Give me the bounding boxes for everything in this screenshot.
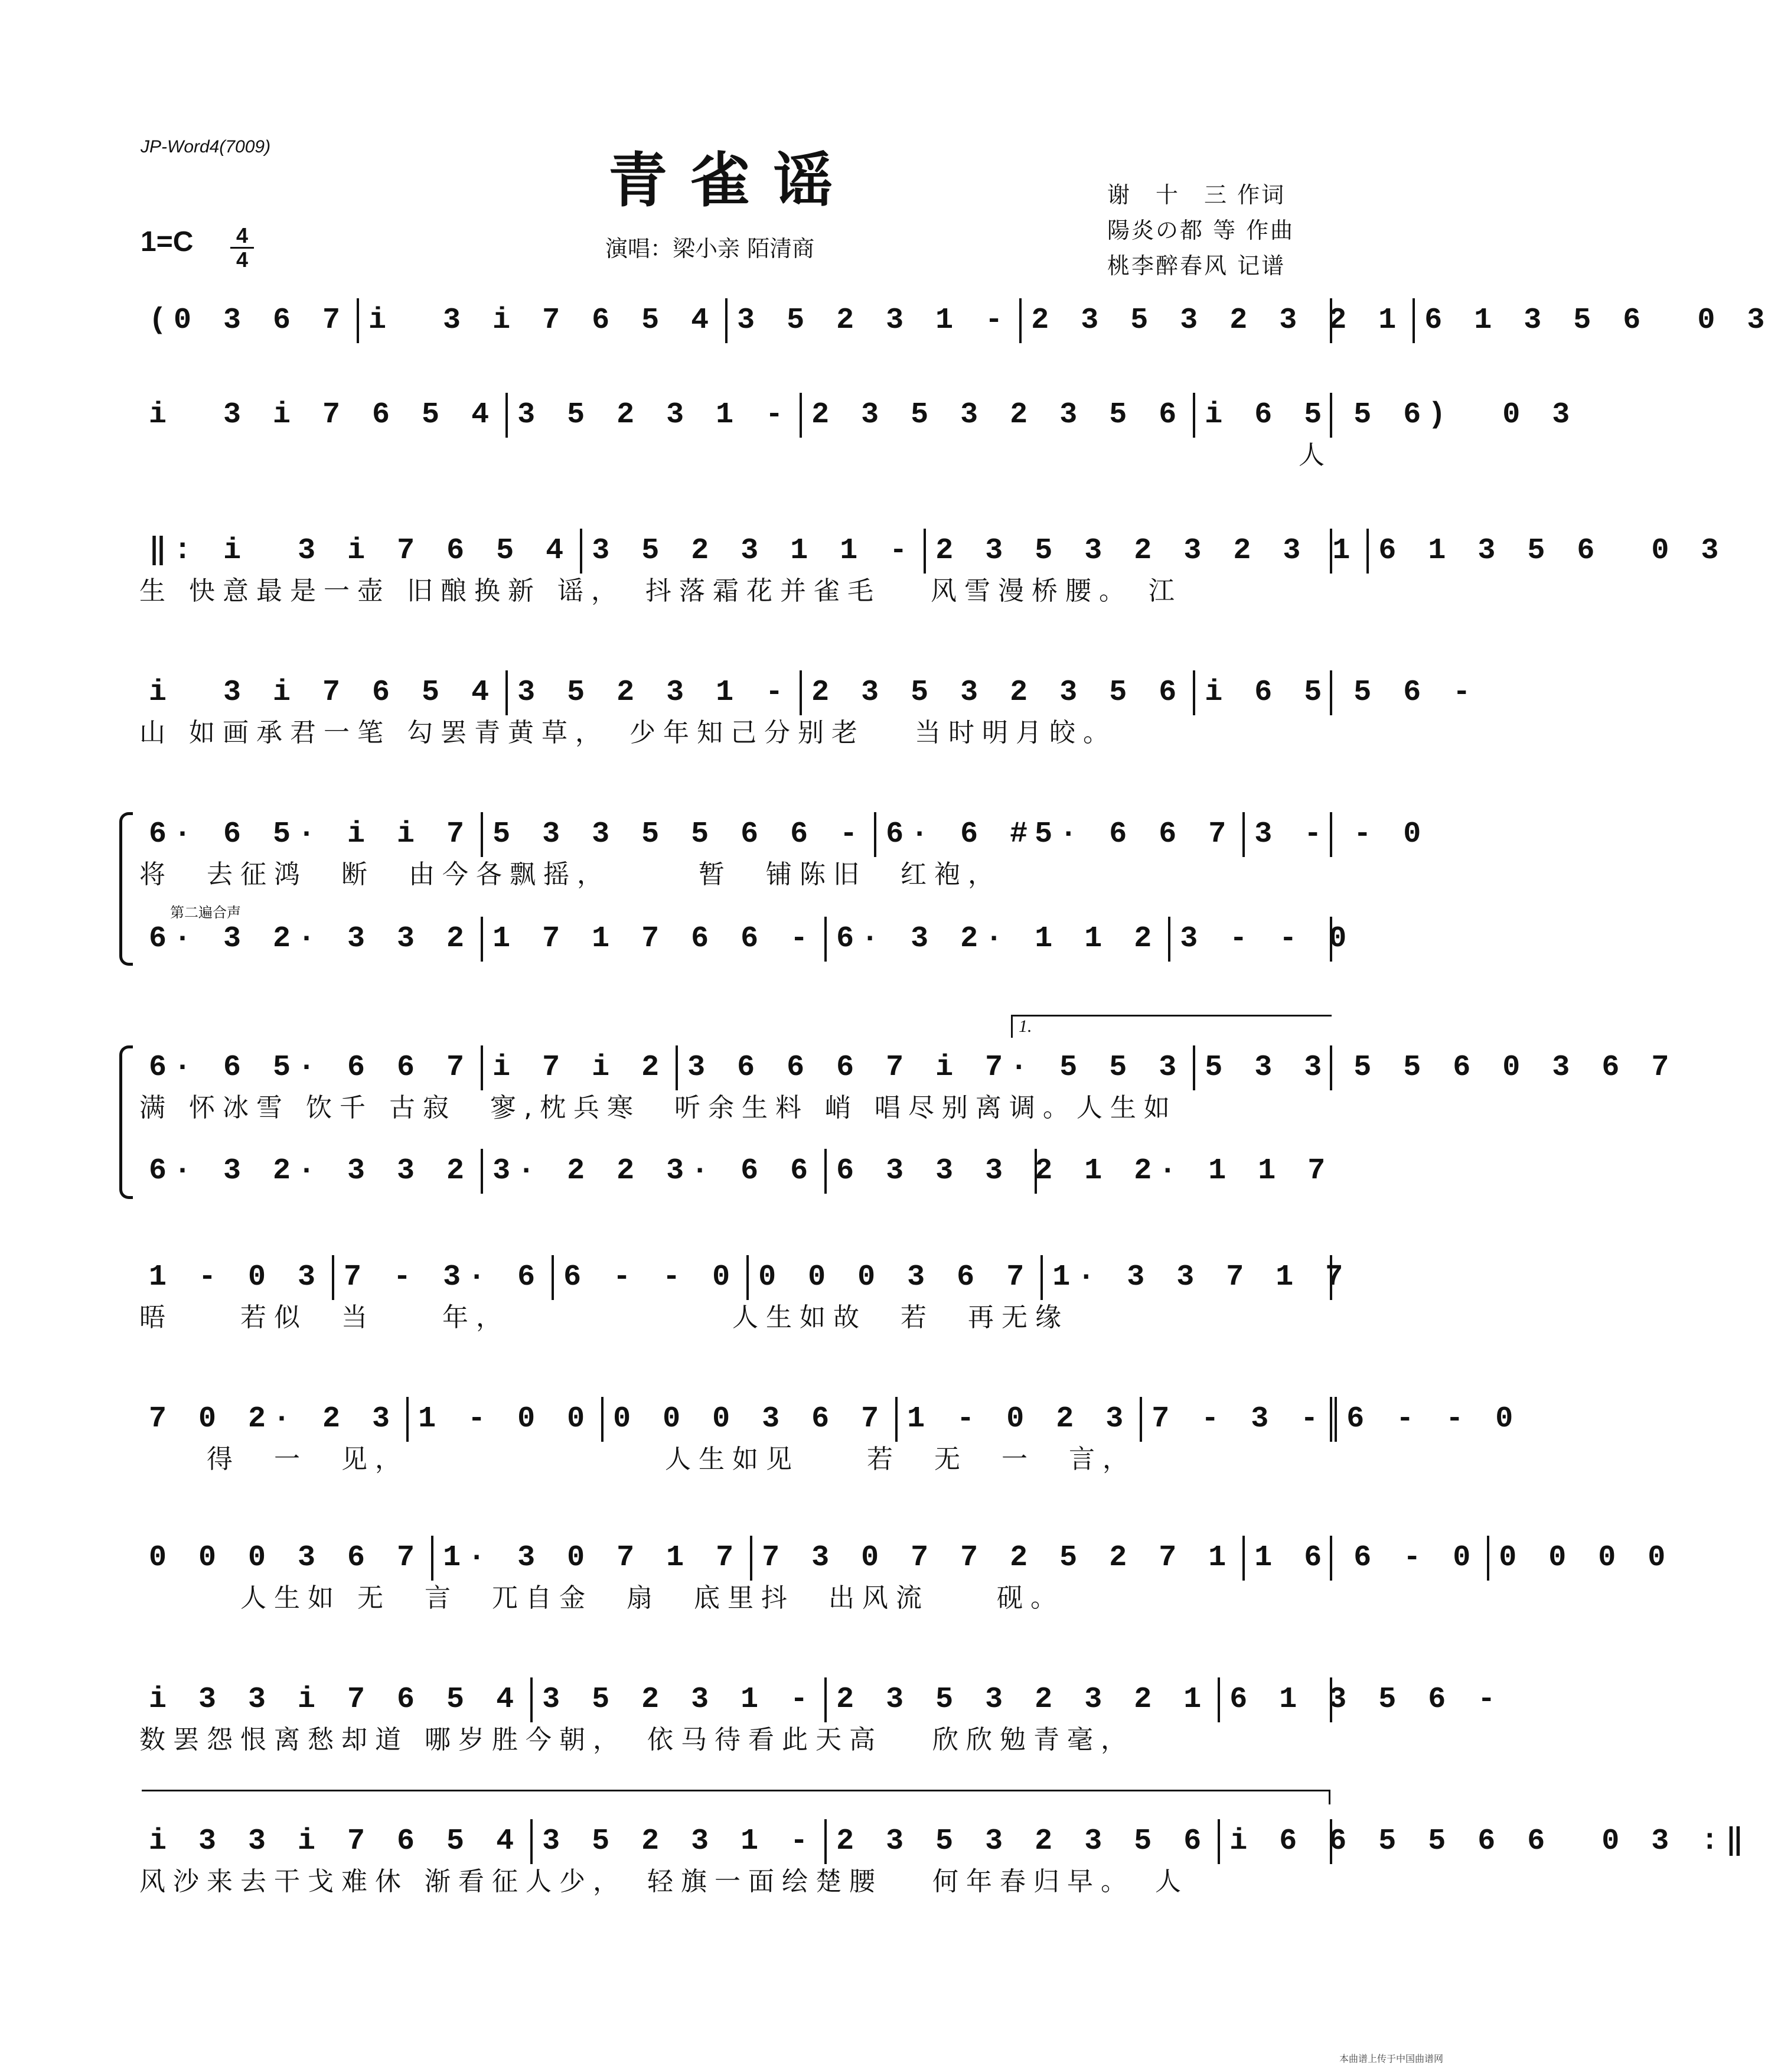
measure [824, 1677, 1218, 1722]
measure-notes: 2 3 5 3 2 3 5 6 [811, 676, 1184, 709]
measure [139, 1045, 481, 1090]
lyric-line: 得 一 见， 人生如见 若 无 一 言， [139, 1444, 1136, 1474]
measure-notes: 7 - 3 - [1152, 1402, 1326, 1436]
ending-bracket-line [142, 1790, 1330, 1804]
measure [481, 1045, 676, 1090]
measure [481, 1149, 824, 1194]
lyricist-credit: 谢 十 三 作词 [1107, 182, 1286, 208]
measure-notes: 3 5 2 3 1 - [542, 1683, 816, 1716]
measure-notes: 1 - 0 2 3 [907, 1402, 1131, 1436]
transcriber-credit: 桃李醉春风 记谱 [1107, 253, 1286, 279]
measure [139, 1397, 406, 1442]
measure-notes: 7 0 2· 2 3 [149, 1402, 397, 1436]
measure [1335, 1397, 1529, 1442]
measure-notes: i 7 i 2 [492, 1051, 667, 1084]
measure [1193, 1045, 1685, 1090]
measure [824, 1819, 1218, 1864]
measure [1140, 1397, 1335, 1442]
measure [1366, 529, 1735, 574]
measure-notes: 3 5 2 3 1 - [517, 398, 791, 432]
singer-credit: 演唱：梁小亲 陌清商 [605, 236, 815, 262]
score-system-10 [139, 1397, 1521, 1477]
score-system-7 [139, 1045, 1676, 1126]
lyric-line: 满 怀冰雪 饮千 古寂 寥,枕兵寒 听余生料 峭 唱尽别离调。人生如 [139, 1093, 1177, 1123]
measure-notes: 3 5 2 3 1 - [542, 1825, 816, 1858]
measure-notes: i 6 5 5 6) 0 3 [1205, 398, 1577, 432]
measure-notes: i 3 3 i 7 6 5 4 [149, 1825, 521, 1858]
measure-notes: 1 - 0 3 [149, 1260, 323, 1294]
measure [139, 1149, 481, 1194]
score-system-8 [139, 1149, 1333, 1194]
measure [1193, 393, 1586, 438]
lyric-line: 风沙来去干戈难休 渐看征人少， 轻旗一面绘楚腰 何年春归早。 人 [139, 1866, 1189, 1897]
measure [676, 1045, 1193, 1090]
measure [750, 1536, 1242, 1581]
measure [874, 812, 1242, 857]
measure [139, 529, 580, 574]
second-pass-harmony-label: 第二遍合声 [170, 904, 241, 921]
measure-notes: 6 1 3 5 6 0 3 [1378, 534, 1726, 568]
measure-notes: 6 - - 0 [1346, 1402, 1521, 1436]
lyric-line: 山 如画承君一笔 勾罢青黄草， 少年知己分别老 当时明月皎。 [139, 718, 1117, 748]
measure-notes: 6· 6 #5· 6 6 7 [886, 817, 1234, 851]
measure [481, 812, 874, 857]
staff-brace [119, 812, 133, 966]
measure [139, 670, 505, 715]
measure [1413, 298, 1781, 343]
measure-notes: 2 3 5 3 2 3 5 6 [811, 398, 1184, 432]
measure [1019, 298, 1413, 343]
measure [1242, 812, 1437, 857]
song-title: 青雀谣 [608, 145, 856, 215]
measure [139, 917, 481, 962]
measure-notes: 3 5 2 3 1 - [737, 304, 1010, 337]
measure [824, 917, 1168, 962]
measure-notes: 1 7 1 7 6 6 - [492, 922, 816, 956]
measure-notes: 3 6 6 6 7 i 7· 5 5 3 [687, 1051, 1184, 1084]
measure [1218, 1677, 1512, 1722]
measure-notes: 6 1 3 5 6 0 3 [1424, 304, 1772, 337]
lyric-line: 人 [1299, 440, 1332, 470]
measure [481, 917, 824, 962]
measure-notes: 0 0 0 3 6 7 [758, 1260, 1032, 1294]
score-system-4 [139, 670, 1478, 751]
measure-notes: 6 1 3 5 6 - [1229, 1683, 1503, 1716]
first-ending-label: 1. [1019, 1017, 1032, 1036]
score-system-13 [139, 1819, 1751, 1900]
measure [580, 529, 924, 574]
measure [1487, 1536, 1682, 1581]
measure-notes: 5 3 3 5 5 6 0 3 6 7 [1205, 1051, 1676, 1084]
measure [505, 670, 800, 715]
measure-notes: 6· 3 2· 3 3 2 [149, 1154, 472, 1188]
measure [139, 1819, 530, 1864]
measure [332, 1255, 552, 1300]
measure-notes: 1· 3 0 7 1 7 [443, 1541, 741, 1575]
measure [357, 298, 725, 343]
measure [725, 298, 1019, 343]
measure [924, 529, 1366, 574]
measure [431, 1536, 750, 1581]
measure [800, 393, 1193, 438]
staff-brace [119, 1045, 133, 1199]
lyric-line: 数罢怨恨离愁却道 哪岁胜今朝， 依马待看此天高 欣欣勉青毫， [139, 1725, 1134, 1755]
measure-notes: (0 3 6 7 [149, 304, 348, 337]
measure [505, 393, 800, 438]
measure [1193, 670, 1487, 715]
score-system-3 [139, 529, 1726, 609]
measure-notes: 2 3 5 3 2 3 5 6 [836, 1825, 1209, 1858]
measure [824, 1149, 1342, 1194]
measure-notes: 0 0 0 0 [1499, 1541, 1673, 1575]
lyric-line: 生 快意最是一壶 旧酿换新 谣， 抖落霜花并雀毛 风雪漫桥腰。 江 [139, 576, 1182, 606]
measure-notes: 1 6 6 - 0 [1254, 1541, 1478, 1575]
measure [1168, 917, 1363, 962]
measure-notes: 2 3 5 3 2 3 2 1 [836, 1683, 1209, 1716]
measure [1218, 1819, 1760, 1864]
measure-notes: 6· 3 2· 1 1 2 [836, 922, 1159, 956]
credits-block [1107, 177, 1294, 284]
measure-notes: 3 - - 0 [1180, 922, 1354, 956]
score-system-1 [139, 298, 1772, 343]
measure [1242, 1536, 1487, 1581]
score-system-12 [139, 1677, 1503, 1758]
measure [552, 1255, 746, 1300]
measure-notes: i 3 i 7 6 5 4 [149, 398, 497, 432]
measure [601, 1397, 895, 1442]
measure-notes: i 3 i 7 6 5 4 [368, 304, 716, 337]
score-system-5 [139, 812, 1428, 892]
composer-credit: 陽炎の都 等 作曲 [1107, 217, 1295, 243]
time-signature [230, 224, 254, 271]
measure-notes: 7 - 3· 6 [344, 1260, 543, 1294]
measure-notes: 0 0 0 3 6 7 [613, 1402, 886, 1436]
measure [406, 1397, 601, 1442]
software-label: JP-Word4(7009) [141, 137, 271, 157]
measure [1040, 1255, 1359, 1300]
score-system-2 [139, 393, 1577, 473]
key-signature: 1=C [141, 226, 194, 258]
footer-watermark: 本曲谱上传于中国曲谱网 [1339, 2053, 1443, 2064]
score-system-9 [139, 1255, 1351, 1335]
measure-notes: 3· 2 2 3· 6 6 [492, 1154, 816, 1188]
measure [139, 393, 505, 438]
measure-notes: 3 5 2 3 1 - [517, 676, 791, 709]
measure [139, 298, 357, 343]
measure [530, 1819, 824, 1864]
measure [139, 812, 481, 857]
measure [139, 1536, 431, 1581]
time-sig-top: 4 [236, 223, 249, 247]
measure-notes: 6 3 3 3 2 1 2· 1 1 7 [836, 1154, 1333, 1188]
measure-notes: 3 5 2 3 1 1 - [592, 534, 915, 568]
measure [895, 1397, 1140, 1442]
measure-notes: 6 - - 0 [563, 1260, 738, 1294]
measure-notes: 2 3 5 3 2 3 2 3 1 [935, 534, 1358, 568]
score-system-11 [139, 1536, 1673, 1616]
time-sig-bottom: 4 [230, 247, 254, 271]
measure-notes: i 6 5 5 6 - [1205, 676, 1478, 709]
measure [530, 1677, 824, 1722]
measure-notes: i 6 6 5 5 6 6 0 3 :‖ [1229, 1825, 1751, 1858]
measure-notes: i 3 i 7 6 5 4 [149, 676, 497, 709]
lyric-line: 将 去征鸿 断 由今各飘摇， 暂 铺陈旧 红袍， [139, 859, 1002, 890]
measure-notes: 6· 6 5· i i 7 [149, 817, 472, 851]
measure-notes: 0 0 0 3 6 7 [149, 1541, 422, 1575]
measure [139, 1677, 530, 1722]
first-ending-bracket [1011, 1015, 1332, 1038]
measure [139, 1255, 332, 1300]
measure-notes: 5 3 3 5 5 6 6 - [492, 817, 865, 851]
lyric-line: 晤 若似 当 年， 人生如故 若 再无缘 [139, 1302, 1069, 1333]
measure-notes: 1· 3 3 7 1 7 [1052, 1260, 1351, 1294]
measure-notes: 6· 3 2· 3 3 2 [149, 922, 472, 956]
measure-notes: 7 3 0 7 7 2 5 2 7 1 [762, 1541, 1234, 1575]
measure-notes: 1 - 0 0 [418, 1402, 592, 1436]
score-system-6 [139, 917, 1354, 962]
measure [746, 1255, 1040, 1300]
measure-notes: i 3 3 i 7 6 5 4 [149, 1683, 521, 1716]
measure [800, 670, 1193, 715]
measure-notes: ‖: i 3 i 7 6 5 4 [149, 534, 571, 568]
measure-notes: 3 - - 0 [1254, 817, 1428, 851]
lyric-line: 人生如 无 言 兀自金 扇 底里抖 出风流 砚。 [139, 1583, 1064, 1613]
measure-notes: 2 3 5 3 2 3 2 1 [1031, 304, 1404, 337]
measure-notes: 6· 6 5· 6 6 7 [149, 1051, 472, 1084]
